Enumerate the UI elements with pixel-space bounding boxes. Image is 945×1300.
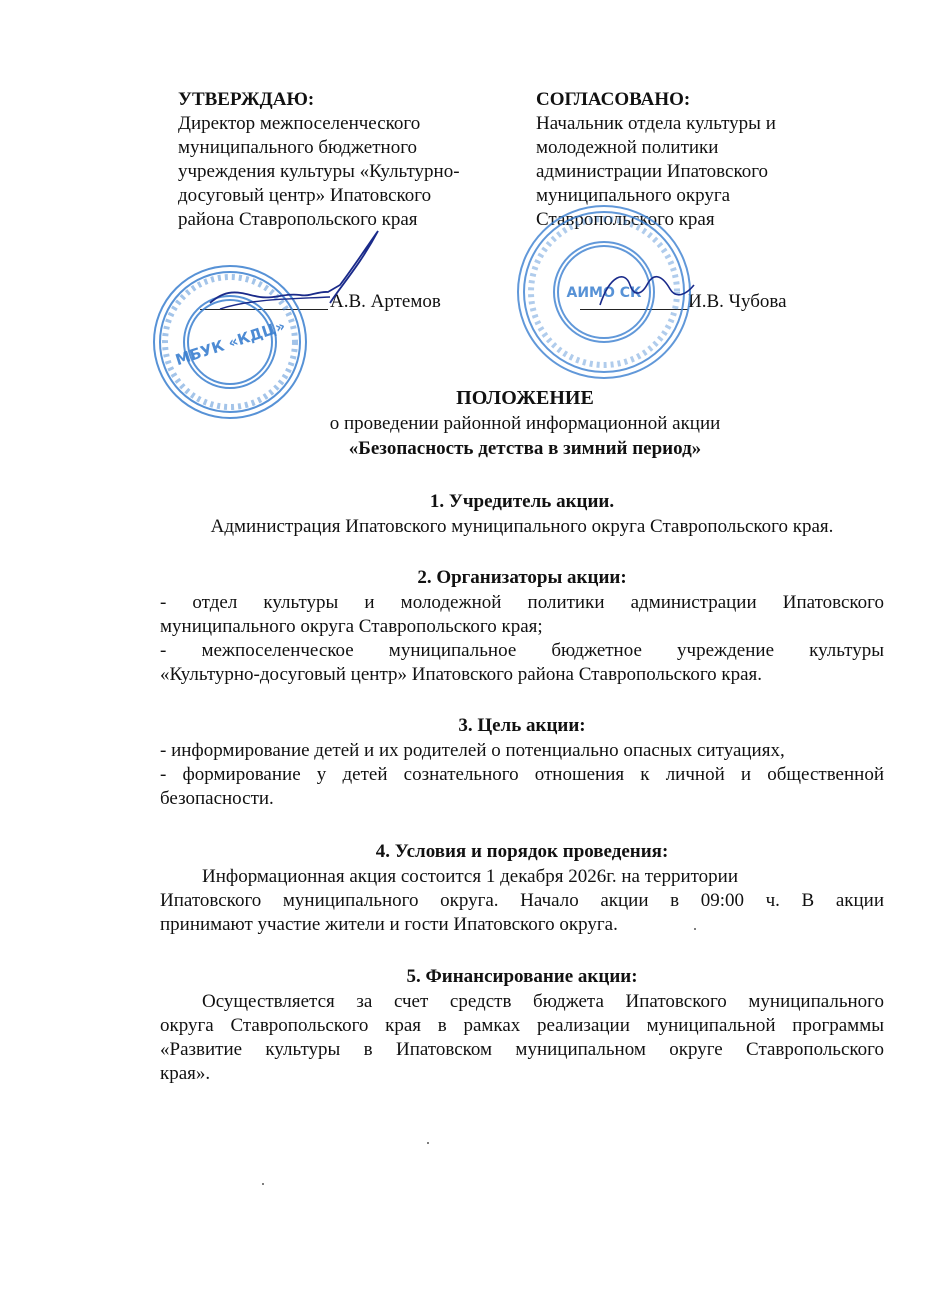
approve-line: досуговый центр» Ипатовского <box>178 185 432 206</box>
section-2-line: - межпоселенческое муниципальное бюджетное учреждение культуры <box>160 640 884 661</box>
agree-heading: СОГЛАСОВАНО: <box>536 89 691 110</box>
agree-line: администрации Ипатовского <box>536 161 769 182</box>
section-4-line: Ипатовского муниципального округа. Начало акции в 09:00 ч. В акции <box>160 890 884 911</box>
section-2-line: «Культурно-досуговый центр» Ипатовского района Ставропольского края. <box>160 664 763 685</box>
right-stamp-label: АИМО СК <box>566 285 642 301</box>
section-5-line: края». <box>160 1063 211 1084</box>
agree-line: муниципального округа <box>536 185 731 206</box>
section-2-body <box>160 591 884 687</box>
section-2-line: - отдел культуры и молодежной политики администрации Ипатовского <box>160 592 884 613</box>
section-4-body <box>160 865 884 937</box>
approve-line: муниципального бюджетного <box>178 137 418 158</box>
approve-signatory: А.В. Артемов <box>330 291 441 312</box>
document-subtitle: о проведении районной информационной акции <box>329 413 721 434</box>
section-5-body <box>160 990 884 1086</box>
approve-signature <box>190 225 390 320</box>
section-5-heading: 5. Финансирование акции: <box>406 966 638 987</box>
approve-line: учреждения культуры «Культурно- <box>178 161 460 182</box>
section-3-body <box>160 739 884 811</box>
section-4-line: принимают участие жители и гости Ипатовского округа. <box>160 914 618 935</box>
approve-block <box>178 88 523 232</box>
approve-heading: УТВЕРЖДАЮ: <box>178 89 315 110</box>
left-stamp-label: МБУК «КДЦ» <box>173 316 288 370</box>
section-1-text: Администрация Ипатовского муниципального округа Ставропольского края. <box>210 516 834 537</box>
document-title: ПОЛОЖЕНИЕ <box>456 387 594 409</box>
section-2-line: муниципального округа Ставропольского края; <box>160 616 543 637</box>
section-5-line: «Развитие культуры в Ипатовском муниципальном округе Ставропольского <box>160 1039 884 1060</box>
section-4-heading: 4. Условия и порядок проведения: <box>375 841 669 862</box>
agree-line: Начальник отдела культуры и <box>536 113 776 134</box>
scan-speck <box>262 1183 264 1185</box>
section-3-line: безопасности. <box>160 788 274 809</box>
agree-signature <box>590 255 700 315</box>
section-1-heading: 1. Учредитель акции. <box>429 491 615 512</box>
agree-line: молодежной политики <box>536 137 719 158</box>
section-5-line: округа Ставропольского края в рамках реализации муниципальной программы <box>160 1015 884 1036</box>
section-5-line: Осуществляется за счет средств бюджета Ипатовского муниципального <box>202 991 884 1012</box>
approve-line: района Ставропольского края <box>178 209 418 230</box>
scan-speck <box>694 928 696 930</box>
section-2-heading: 2. Организаторы акции: <box>417 567 627 588</box>
agree-signatory: И.В. Чубова <box>688 291 787 312</box>
section-3-line: - формирование у детей сознательного отношения к личной и общественной <box>160 764 884 785</box>
document-event-name: «Безопасность детства в зимний период» <box>348 438 702 459</box>
section-4-line: Информационная акция состоится 1 декабря 2026г. на территории <box>202 866 739 887</box>
section-3-heading: 3. Цель акции: <box>458 715 586 736</box>
scan-speck <box>427 1142 429 1144</box>
section-3-line: - информирование детей и их родителей о потенциально опасных ситуациях, <box>160 740 785 761</box>
agree-line: Ставропольского края <box>536 209 715 230</box>
approve-line: Директор межпоселенческого <box>178 113 421 134</box>
